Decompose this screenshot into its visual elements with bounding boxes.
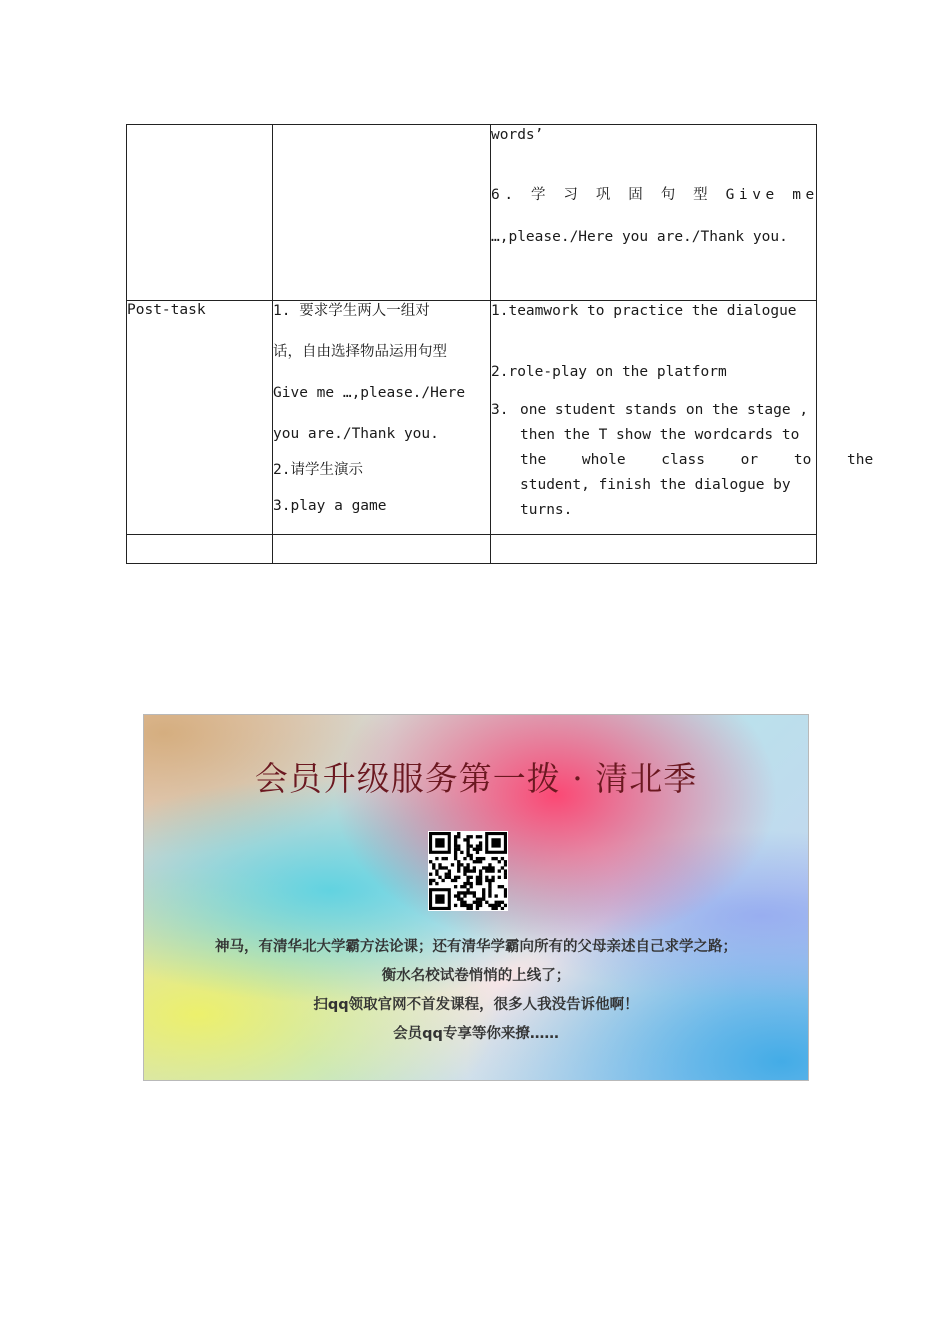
cell-text: …,please./Here you are./Thank you. — [491, 229, 788, 245]
banner-line: 扫qq领取官网不首发课程，很多人我没告诉他啊！ — [313, 997, 639, 1013]
cell-text: student, finish the dialogue by — [520, 477, 791, 493]
banner-line: 衡水名校试卷悄悄的上线了； — [381, 968, 571, 984]
cell-text: 1.teamwork to practice the dialogue — [491, 303, 797, 319]
promo-banner — [143, 714, 809, 1081]
list-number: 3. — [491, 402, 509, 418]
cell-text: you are./Thank you. — [273, 426, 439, 442]
cell-text: turns. — [520, 502, 573, 518]
table-row — [127, 125, 817, 301]
table-cell — [491, 125, 817, 301]
stage-label: Post-task — [127, 302, 206, 318]
cell-text: words’ — [491, 127, 544, 143]
list-item — [491, 398, 874, 523]
cell-text: 2.role-play on the platform — [491, 364, 727, 380]
table-cell — [273, 125, 491, 301]
banner-title: 会员升级服务第一拨 · 清北季 — [254, 759, 698, 798]
cell-text: then the T show the wordcards to — [520, 427, 800, 443]
table-cell — [273, 535, 491, 564]
cell-text: one student stands on the stage , — [520, 402, 809, 418]
table-cell — [273, 301, 491, 535]
table-row — [127, 301, 817, 535]
table-row — [127, 535, 817, 564]
banner-line: 神马，有清华北大学霸方法论课；还有清华学霸向所有的父母亲述自己求学之路； — [215, 939, 737, 955]
stage-cell — [127, 301, 273, 535]
qr-code-icon — [428, 831, 508, 911]
table-cell — [127, 535, 273, 564]
banner-text — [144, 933, 808, 1049]
cell-text: the whole class or to the — [520, 452, 874, 468]
cell-text: 2.请学生演示 — [273, 462, 363, 478]
cell-text: 6. 学 习 巩 固 句 型 Give me — [491, 187, 819, 203]
lesson-plan-table — [126, 124, 874, 564]
cell-text: Give me …,please./Here — [273, 385, 466, 401]
cell-text: 3.play a game — [273, 498, 387, 514]
cell-text — [491, 155, 816, 185]
banner-line: 会员qq专享等你来撩…… — [393, 1026, 559, 1042]
table-cell — [127, 125, 273, 301]
cell-text: 1. 要求学生两人一组对 — [273, 303, 430, 319]
table-cell — [491, 301, 874, 535]
table-cell — [491, 535, 817, 564]
cell-text: 话，自由选择物品运用句型 — [273, 344, 447, 360]
